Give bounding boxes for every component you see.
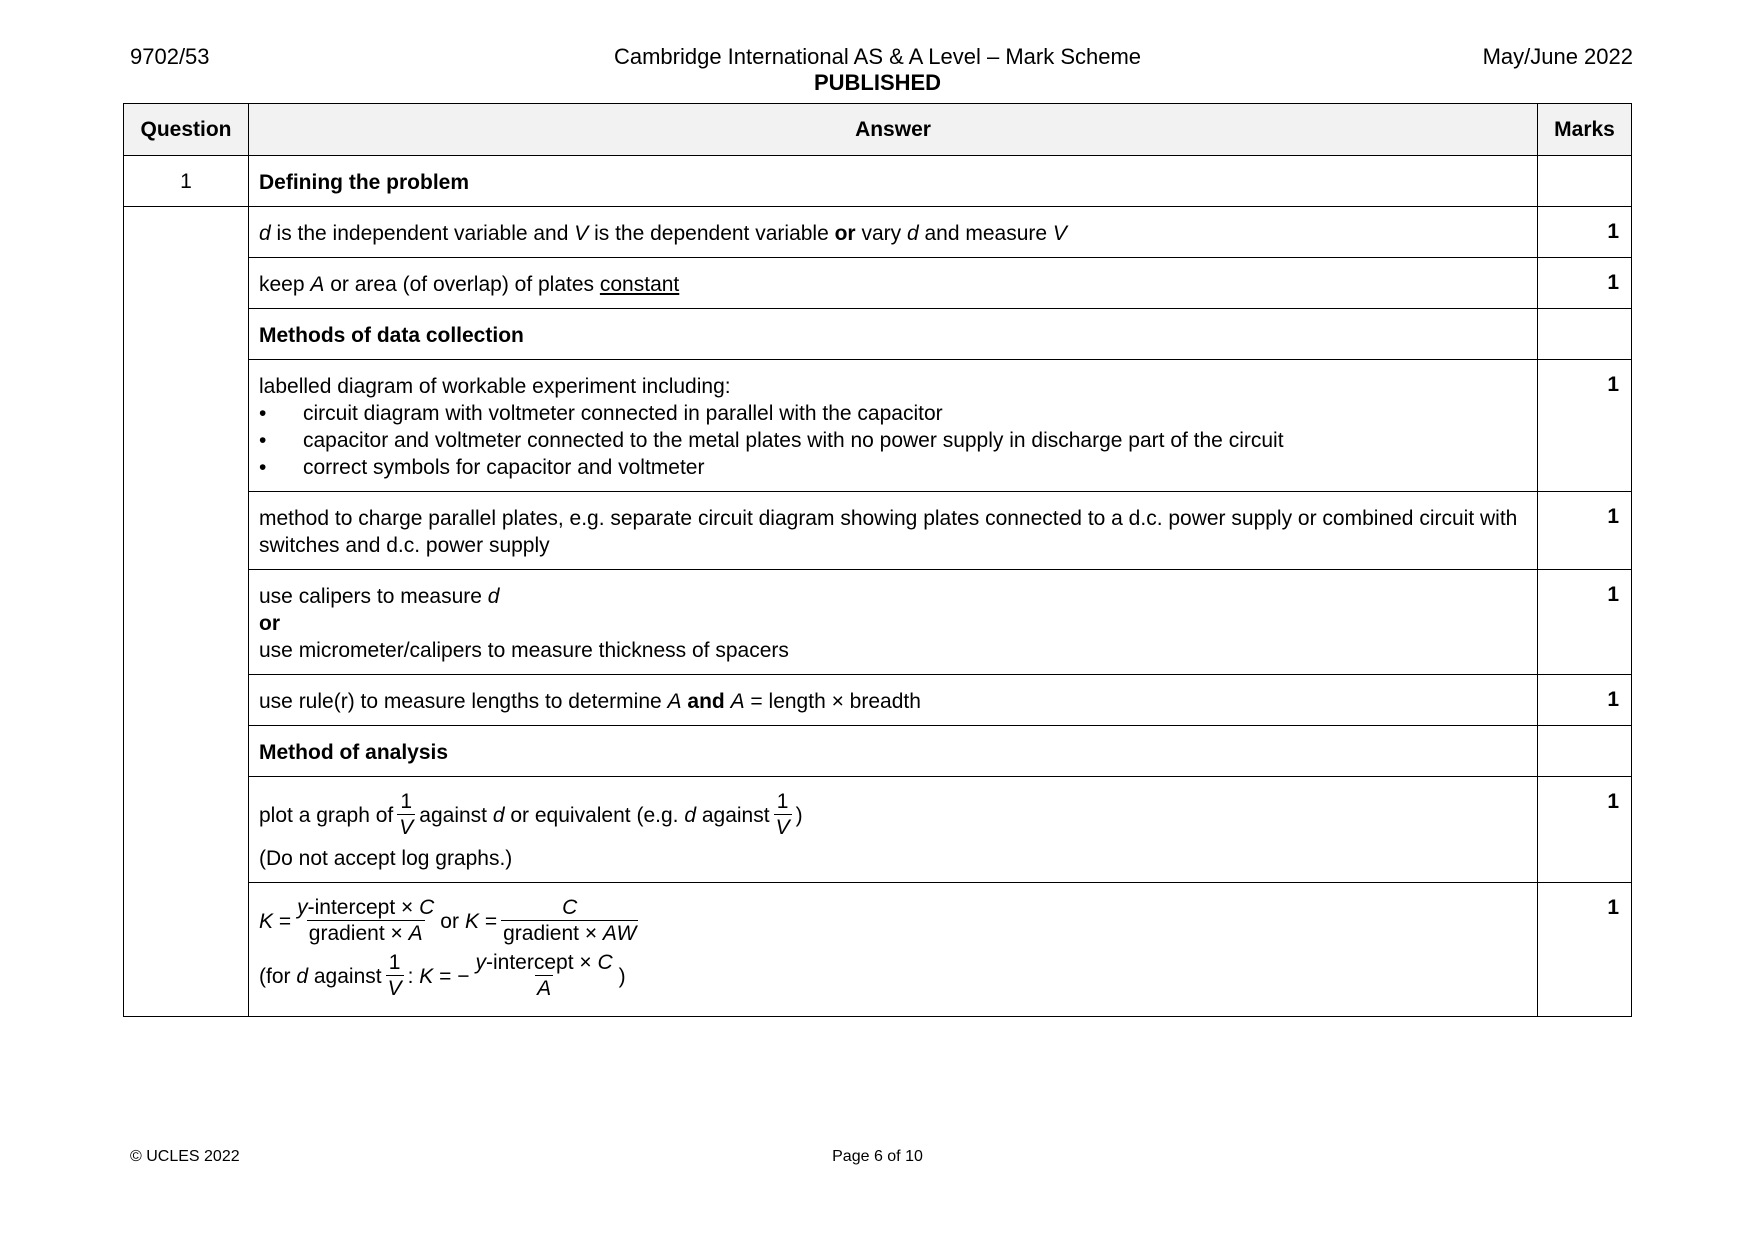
- answer-cell: [249, 309, 1538, 360]
- formula-lhs: K = −: [419, 965, 470, 988]
- text-run: keep: [259, 273, 311, 296]
- marks-cell: [1538, 726, 1632, 777]
- text-run: V: [1052, 222, 1067, 245]
- fraction-numerator: y-intercept × C: [297, 896, 435, 919]
- text-run: method to charge parallel plates, e.g. separate circuit diagram showing plates connected to a d.c. power supply or combined circuit with switches and d.c. power supply: [259, 507, 1518, 557]
- text-run: d: [487, 585, 500, 608]
- graph-note: (Do not accept log graphs.): [259, 847, 513, 870]
- fraction-numerator: y-intercept × C: [475, 951, 613, 974]
- text-run: d: [492, 804, 505, 827]
- text-run: vary: [855, 222, 907, 245]
- fraction-numerator: 1: [400, 790, 413, 813]
- marks-cell: 1: [1538, 883, 1632, 1017]
- formula-variable: K: [419, 965, 434, 988]
- bullet-icon: •: [259, 456, 267, 479]
- bullet-icon: •: [259, 402, 267, 425]
- table-row: [124, 570, 1632, 675]
- text-run: against: [308, 965, 382, 988]
- marks-cell: 1: [1538, 360, 1632, 492]
- formula-variable: A: [408, 922, 423, 945]
- text-run: is the independent variable and: [270, 222, 575, 245]
- table-row: [124, 883, 1632, 1017]
- k-fraction: [474, 951, 615, 1002]
- answer-cell: [249, 258, 1538, 309]
- formula-variable: AW: [602, 922, 637, 945]
- answer-cell: [249, 156, 1538, 207]
- text-run: ): [795, 804, 803, 827]
- table-header-row: [124, 104, 1632, 156]
- marks-cell: 1: [1538, 207, 1632, 258]
- list-item-text: circuit diagram with voltmeter connected in parallel with the capacitor: [303, 402, 943, 425]
- text-run: or equivalent (e.g.: [504, 804, 685, 827]
- published-label: PUBLISHED: [813, 70, 942, 95]
- answer-cell: [249, 207, 1538, 258]
- fraction-denominator: gradient × AW: [503, 922, 637, 945]
- formula-variable: V: [399, 816, 414, 839]
- text-run: or: [440, 910, 459, 933]
- text-run: d: [259, 222, 271, 245]
- marks-cell: 1: [1538, 570, 1632, 675]
- graph-instruction: [259, 790, 1527, 841]
- mark-scheme-body: [124, 156, 1632, 1017]
- text-run: = length × breadth: [744, 690, 921, 713]
- text-run: d: [684, 804, 696, 827]
- list-item: [259, 427, 1527, 454]
- text-run: d: [296, 965, 309, 988]
- formula-variable: A: [537, 977, 552, 1000]
- fraction-denominator: [535, 975, 553, 1002]
- text-run: and measure: [918, 222, 1053, 245]
- text-run: use micrometer/calipers to measure thickness of spacers: [259, 639, 789, 662]
- title-text: Cambridge International AS & A Level – Mark Scheme: [613, 44, 1142, 69]
- fraction-denominator: [397, 814, 415, 841]
- formula-variable: y: [475, 951, 486, 974]
- answer-line: [259, 583, 1527, 610]
- text-run: against: [696, 804, 770, 827]
- table-row: [124, 156, 1632, 207]
- answer-column-header: Answer: [249, 104, 1538, 156]
- fraction-denominator: [774, 814, 792, 841]
- table-row: [124, 675, 1632, 726]
- bullet-icon: •: [259, 429, 267, 452]
- answer-line: [259, 610, 1527, 637]
- text-run: plot a graph of: [259, 804, 394, 827]
- formula-variable: y: [297, 896, 308, 919]
- formula-variable: K: [464, 910, 479, 933]
- text-run: is the dependent variable: [588, 222, 835, 245]
- text-run: use rule(r) to measure lengths to determine: [259, 690, 668, 713]
- marks-cell: 1: [1538, 777, 1632, 883]
- fraction-numerator: [560, 896, 579, 920]
- k-fraction: [501, 896, 638, 947]
- one-over-v-fraction: [397, 790, 415, 841]
- marks-cell: [1538, 156, 1632, 207]
- text-run: (for: [259, 965, 297, 988]
- text-run: constant: [599, 273, 680, 296]
- answer-cell: [249, 360, 1538, 492]
- k-fraction: [295, 896, 436, 947]
- formula-variable: C: [419, 896, 435, 919]
- text-run: against: [419, 804, 493, 827]
- list-item-text: capacitor and voltmeter connected to the metal plates with no power supply in discharge part of the circuit: [303, 429, 1284, 452]
- table-row: [124, 777, 1632, 883]
- answer-cell: [249, 675, 1538, 726]
- answer-line: [259, 637, 1527, 664]
- copyright: © UCLES 2022: [130, 1148, 240, 1165]
- alternative-formula: [259, 951, 1527, 1002]
- list-intro: labelled diagram of workable experiment including:: [259, 375, 731, 398]
- formula-variable: C: [562, 896, 578, 919]
- text-run: or area (of overlap) of plates: [324, 273, 600, 296]
- marks-column-header: Marks: [1538, 104, 1632, 156]
- text-run: Defining the problem: [259, 171, 469, 194]
- fraction-numerator: 1: [776, 790, 789, 813]
- list-item: [259, 400, 1527, 427]
- formula-lhs: K =: [464, 910, 498, 933]
- page-number: Page 6 of 10: [832, 1148, 923, 1165]
- answer-cell: [249, 777, 1538, 883]
- text-run: or: [834, 222, 856, 245]
- formula-variable: K: [259, 910, 274, 933]
- answer-cell: [249, 492, 1538, 570]
- text-run: Method of analysis: [259, 741, 449, 764]
- list-item-text: correct symbols for capacitor and voltmeter: [303, 456, 705, 479]
- marks-cell: [1538, 309, 1632, 360]
- fraction-denominator: [386, 975, 404, 1002]
- text-run: ): [618, 965, 626, 988]
- table-row: [124, 309, 1632, 360]
- text-run: A: [730, 690, 745, 713]
- exam-session: May/June 2022: [1482, 44, 1633, 69]
- one-over-v-fraction: [386, 951, 404, 1002]
- marks-cell: 1: [1538, 258, 1632, 309]
- table-row: [124, 207, 1632, 258]
- list-item: [259, 454, 1527, 481]
- formula-variable: V: [387, 977, 402, 1000]
- answer-cell: [249, 883, 1538, 1017]
- table-row: [124, 258, 1632, 309]
- text-run: :: [407, 965, 420, 988]
- formula-lhs: K =: [259, 910, 292, 933]
- question-number: 1: [124, 156, 249, 207]
- text-run: use calipers to measure: [259, 585, 488, 608]
- formula-variable: C: [597, 951, 613, 974]
- text-run: A: [667, 690, 682, 713]
- paper-code: 9702/53: [130, 44, 210, 69]
- one-over-v-fraction: [774, 790, 792, 841]
- table-row: [124, 360, 1632, 492]
- text-run: V: [574, 222, 589, 245]
- question-column-header: Question: [124, 104, 249, 156]
- text-run: and: [687, 690, 725, 713]
- table-row: [124, 492, 1632, 570]
- formula-variable: V: [775, 816, 790, 839]
- marks-cell: 1: [1538, 675, 1632, 726]
- text-run: d: [906, 222, 919, 245]
- fraction-denominator: gradient × A: [308, 922, 423, 945]
- mark-scheme-table: [123, 103, 1632, 1017]
- text-run: A: [310, 273, 325, 296]
- answer-cell: [249, 570, 1538, 675]
- marks-cell: 1: [1538, 492, 1632, 570]
- k-formula: [259, 896, 1527, 947]
- fraction-numerator: 1: [388, 951, 401, 974]
- question-cell-empty: [124, 207, 249, 1017]
- answer-cell: [249, 726, 1538, 777]
- text-run: or: [259, 612, 280, 635]
- table-row: [124, 726, 1632, 777]
- text-run: Methods of data collection: [259, 324, 524, 347]
